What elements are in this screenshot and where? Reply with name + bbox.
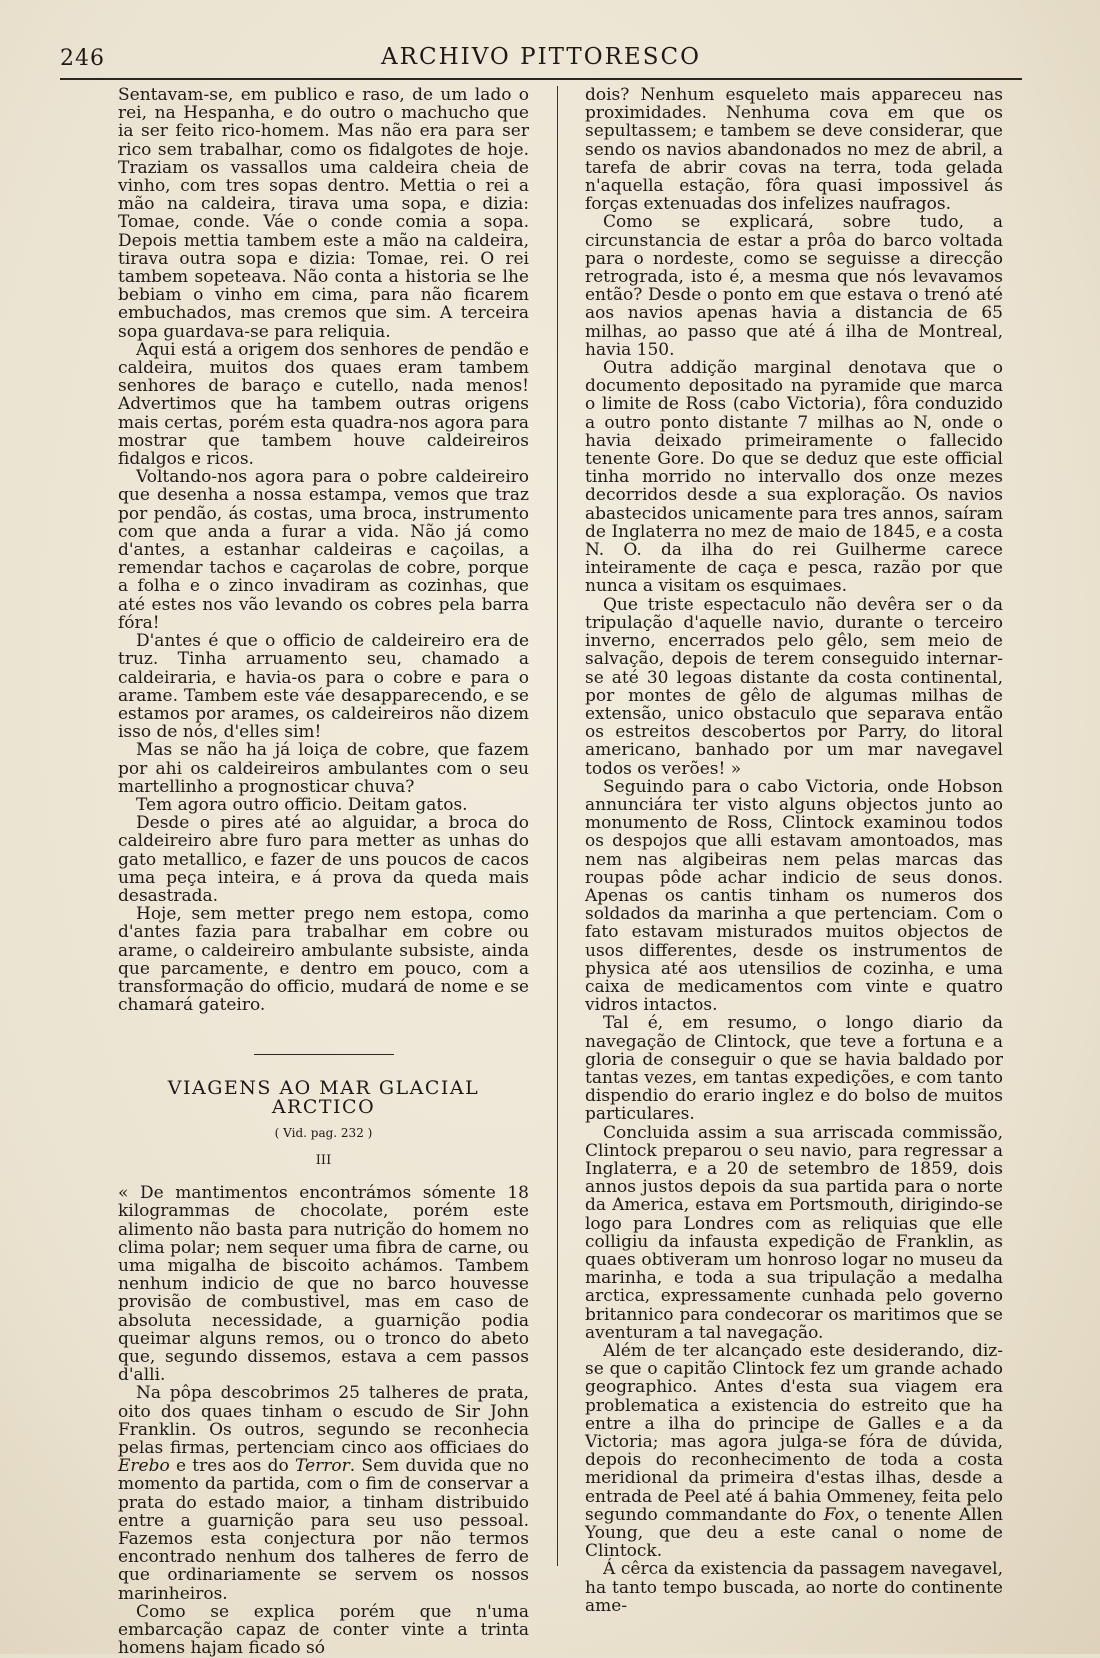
paragraph: Mas se não ha já loiça de cobre, que fazem por ahi os caldeireiros ambulantes com o seu martellinho a prognosticar chuva? — [118, 740, 529, 797]
ship-name-fox: Fox — [823, 1504, 855, 1525]
paragraph: D'antes é que o officio de caldeireiro era de truz. Tinha arruamento seu, chamado a caldeiraria, e havia-os para o cobre e para o arame. Tambem este váe desapparecendo, e se estamos por arames, os caldeireiros não dizem isso de nós, d'elles sim! — [118, 631, 529, 743]
ship-name-erebo: Erebo — [118, 1456, 170, 1477]
column-divider — [557, 86, 558, 1566]
paragraph: Aqui está a origem dos senhores de pendão e caldeira, muitos dos quaes eram tambem senhores de baraço e cutello, nada menos! Advertimos que ha tambem outras origens mais certas, porém esta quadra-nos agora para mostrar que tambem houve caldeireiros fidalgos e ricos. — [118, 339, 529, 470]
paragraph — [585, 1342, 1003, 1560]
paragraph-text: , o tenente Allen Young, que deu a este canal o nome de Clintock. — [585, 1504, 1003, 1562]
paragraph: Voltando-nos agora para o pobre caldeireiro que desenha a nossa estampa, vemos que traz por pendão, ás costas, uma broca, instrumento com que anda a furar a vida. Não já como d'antes, a estanhar caldeiras e caçoilas, a remendar tachos e caçarolas de cobre, porque a folha e o zinco invadiram as cozinhas, que até estes nos vão levando os cobres pela barra fóra! — [118, 467, 529, 633]
article-reference: ( Vid. pag. 232 ) — [274, 1125, 373, 1140]
page-header — [60, 44, 1022, 78]
ship-name-terror: Terror — [295, 1456, 350, 1477]
article-title: VIAGENS AO MAR GLACIAL ARCTICO — [167, 1077, 480, 1118]
paragraph-text: Na pôpa descobrimos 25 talheres de prata, oito dos quaes tinham o escudo de Sir John Franklin. Os outros, segundo se reconhecia pelas firmas, pertenciam cinco aos officiaes do — [118, 1383, 529, 1459]
page-number: 246 — [60, 46, 105, 71]
paragraph: Tem agora outro officio. Deitam gatos. — [136, 794, 468, 815]
running-title: ARCHIVO PITTORESCO — [381, 44, 701, 70]
paragraph: dois? Nenhum esqueleto mais appareceu nas proximidades. Nenhuma cova em que os sepultassem; e tambem se deve considerar, que sendo os navios abandonados no mez de abril, a tarefa de abrir covas na terra, toda gelada n'aquella estação, fôra quasi impossivel ás forças extenuadas dos infelizes naufragos. — [585, 85, 1003, 215]
section-divider — [254, 1054, 394, 1055]
paragraph-text: Sem duvida que no momento da partida, com o fim de conservar a prata do estado maior, a tinham distribuido entre a guarnição para seu uso pessoal. Fazemos esta conjectura por não termos encontrado nenhum dos talheres de ferro de que ordinariamente se servem os nossos marinheiros. — [118, 1456, 529, 1604]
paragraph-text: Além de ter alcançado este desiderando, diz-se que o capitão Clintock fez um grande achado geographico. Antes d'esta sua viagem era problematica a existencia do estreito que ha entre a ilha do principe de Galles e a da Victoria; mas agora julga-se fóra de dúvida, depois do reconhecimento de toda a costa meridional da primeira d'estas ilhas, desde a entrada de Peel até á bahia Ommeney, feita pelo segundo commandante do — [585, 1341, 1003, 1525]
paragraph: Como se explicará, sobre tudo, a circunstancia de estar a prôa do barco voltada para o nordeste, como se seguisse a direcção retrograda, isto é, a mesma que nós levavamos então? Desde o ponto em que estava o trenó até aos navios apenas havia a distancia de 65 milhas, ao passo que até á ilha de Montreal, havia 150. — [585, 212, 1003, 360]
right-column — [585, 86, 1003, 1615]
paragraph: Á cêrca da existencia da passagem navegavel, ha tanto tempo buscada, ao norte do continente ame- — [585, 1559, 1003, 1616]
paragraph: Tal é, em resumo, o longo diario da navegação de Clintock, que teve a fortuna e a gloria de conseguir o que se havia baldado por tantas vezes, em tantas expedições, e com tanto dispendio do erario inglez e do bolso de muitos particulares. — [585, 1013, 1003, 1125]
part-number: III — [315, 1152, 332, 1168]
paragraph-text: . — [349, 1456, 362, 1477]
paragraph: Outra addição marginal denotava que o documento depositado na pyramide que marca o limite de Ross (cabo Victoria), fôra conduzido a outro ponto distante 7 milhas ao N, onde o havia deixado primeiramente o fallecido tenente Gore. Do que se deduz que este official tinha morrido no intervallo dos onze mezes decorridos desde a sua exploração. Os navios abastecidos unicamente para tres annos, saíram de Inglaterra no mez de maio de 1845, e a costa N. O. da ilha do rei Guilherme carece inteiramente de caça e pesca, razão por que nunca a visitam os esquimaes. — [585, 358, 1003, 597]
paragraph: Que triste espectaculo não devêra ser o da tripulação d'aquelle navio, durante o terceiro inverno, encerrados pelo gêlo, sem meio de salvação, depois de terem conseguido internar-se até 30 legoas distante da costa continental, por montes de gêlo de algumas milhas de extensão, unico obstaculo que separava então os estreitos descobertos por Parry, do litoral americano, banhado por um mar navegavel todos os verões! » — [585, 594, 1003, 779]
paragraph: Hoje, sem metter prego nem estopa, como d'antes fazia para trabalhar em cobre ou arame, o caldeireiro ambulante subsiste, ainda que parcamente, e dentro em pouco, com a transformação do officio, mudará de nome e se chamará gateiro. — [118, 904, 529, 1016]
paragraph: Concluida assim a sua arriscada commissão, Clintock preparou o seu navio, para regressar a Inglaterra, e a 20 de setembro de 1859, dois annos justos depois da sua partida para o norte da America, estava em Portsmouth, dirigindo-se logo para Londres com as reliquias que elle colligiu da infausta expedição de Franklin, as quaes obtiveram um honroso logar no museu da marinha, e toda a sua tripulação a medalha arctica, expressamente cunhada pelo governo britannico para condecorar os maritimos que se aventuram a tal navegação. — [585, 1122, 1003, 1343]
paragraph: Como se explica porém que n'uma embarcação capaz de conter vinte a trinta homens hajam ficado só — [118, 1601, 529, 1658]
paragraph: Seguindo para o cabo Victoria, onde Hobson annunciára ter visto alguns objectos junto ao monumento de Ross, Clintock examinou todos os despojos que alli estavam amontoados, mas nem nas algibeiras nem pelas marcas das roupas pôde achar indicio de seus donos. Apenas os cantis tinham os numeros dos soldados da marinha a que pertenciam. Com o fato estavam misturados muitos objectos de usos differentes, desde os instrumentos de physica até aos utensilios de cozinha, e uma caixa de medicamentos com vinte e quatro vidros intactos. — [585, 776, 1003, 1016]
paragraph: Desde o pires até ao alguidar, a broca do caldeireiro abre furo para metter as unhas do gato metallico, e fazer de uns poucos de cacos uma peça inteira, e á prova da queda mais desastrada. — [118, 813, 529, 906]
paragraph — [118, 1384, 529, 1602]
header-rule — [60, 78, 1022, 80]
paragraph: « De mantimentos encontrámos sómente 18 kilogrammas de chocolate, porém este alimento não basta para nutrição do homem no clima polar; nem sequer uma fibra de carne, ou uma migalha de biscoito achámos. Tambem nenhum indicio de que no barco houvesse provisão de combustivel, mas em caso de absoluta necessidade, a guarnição podia queimar alguns remos, ou o tronco do abeto que, segundo dissemos, estava a cem passos d'alli. — [118, 1183, 529, 1386]
paragraph-text: e tres aos do — [169, 1456, 296, 1477]
left-column — [118, 86, 529, 1657]
paragraph: Sentavam-se, em publico e raso, de um lado o rei, na Hespanha, e do outro o machucho que ia ser feito rico-homem. Mas não era para ser rico sem trabalhar, como os fidalgotes de hoje. Traziam os vassallos uma caldeira cheia de vinho, com tres sopas dentro. Mettia o rei a mão na caldeira, tirava uma sopa, e dizia: Tomae, conde. Váe o conde comia a sopa. Depois mettia tambem este a mão na caldeira, tirava outra sopa e dizia: Tomae, rei. O rei tambem sopeteava. Não conta a historia se lhe bebiam o vinho em cima, para não ficarem embuchados, mas cremos que sim. A terceira sopa guardava-se para reliquia. — [118, 85, 529, 342]
